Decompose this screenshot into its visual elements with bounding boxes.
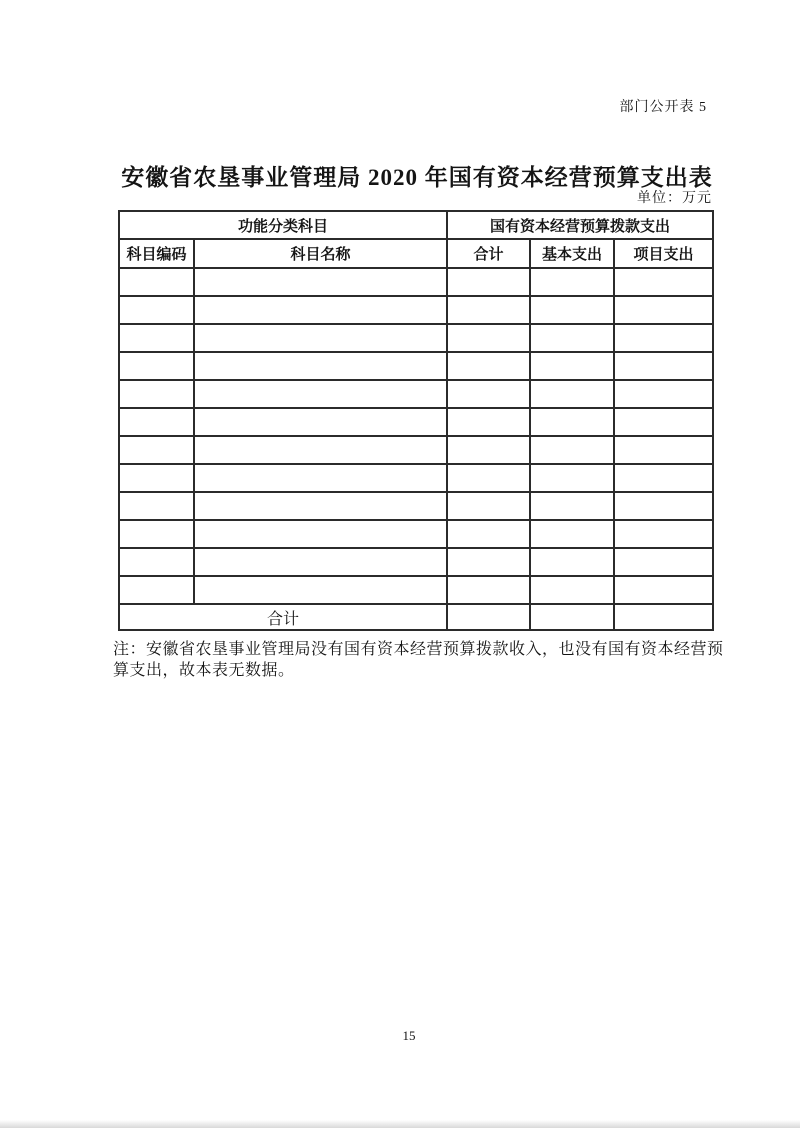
table-cell bbox=[194, 268, 447, 296]
table-cell bbox=[119, 268, 194, 296]
table-cell bbox=[530, 492, 614, 520]
table-row bbox=[119, 492, 713, 520]
table-cell bbox=[614, 268, 713, 296]
table-row bbox=[119, 268, 713, 296]
table-cell bbox=[194, 436, 447, 464]
table-cell bbox=[447, 436, 530, 464]
table-cell bbox=[530, 464, 614, 492]
table-row bbox=[119, 352, 713, 380]
column-header-subject-code: 科目编码 bbox=[119, 239, 194, 268]
table-cell bbox=[447, 576, 530, 604]
table-cell bbox=[530, 324, 614, 352]
footer-project-expenditure-value bbox=[614, 604, 713, 630]
table-cell bbox=[119, 576, 194, 604]
column-header-total: 合计 bbox=[447, 239, 530, 268]
table-cell bbox=[119, 296, 194, 324]
table-cell bbox=[530, 296, 614, 324]
table-cell bbox=[119, 492, 194, 520]
scan-bottom-edge bbox=[0, 1120, 800, 1128]
table-cell bbox=[447, 324, 530, 352]
table-cell bbox=[119, 464, 194, 492]
table-body bbox=[119, 268, 713, 604]
table-row bbox=[119, 520, 713, 548]
table-cell bbox=[194, 520, 447, 548]
table-cell bbox=[194, 576, 447, 604]
table-cell bbox=[194, 548, 447, 576]
footer-basic-expenditure-value bbox=[530, 604, 614, 630]
column-header-project-expenditure: 项目支出 bbox=[614, 239, 713, 268]
table-row bbox=[119, 436, 713, 464]
table-cell bbox=[447, 268, 530, 296]
table-row bbox=[119, 548, 713, 576]
table-cell bbox=[447, 408, 530, 436]
note-text bbox=[113, 639, 731, 681]
table-cell bbox=[614, 576, 713, 604]
table-cell bbox=[119, 380, 194, 408]
table-row bbox=[119, 324, 713, 352]
table-cell bbox=[614, 464, 713, 492]
table-cell bbox=[614, 492, 713, 520]
table-cell bbox=[530, 576, 614, 604]
table-footer bbox=[119, 604, 713, 630]
table-cell bbox=[119, 520, 194, 548]
table-cell bbox=[614, 520, 713, 548]
table-cell bbox=[447, 296, 530, 324]
table-cell bbox=[530, 408, 614, 436]
table-cell bbox=[530, 380, 614, 408]
table-cell bbox=[194, 324, 447, 352]
table-row bbox=[119, 408, 713, 436]
table-cell bbox=[194, 296, 447, 324]
table-cell bbox=[614, 436, 713, 464]
table-cell bbox=[530, 436, 614, 464]
page-number: 15 bbox=[402, 1028, 416, 1043]
table-cell bbox=[194, 352, 447, 380]
table-header bbox=[119, 211, 713, 268]
table-cell bbox=[447, 548, 530, 576]
table-cell bbox=[119, 352, 194, 380]
table-cell bbox=[194, 408, 447, 436]
table-cell bbox=[614, 380, 713, 408]
header-group-state-capital-budget-expenditure: 国有资本经营预算拨款支出 bbox=[447, 211, 713, 239]
table-cell bbox=[614, 324, 713, 352]
table-cell bbox=[194, 492, 447, 520]
column-header-subject-name: 科目名称 bbox=[194, 239, 447, 268]
table-cell bbox=[119, 408, 194, 436]
table-cell bbox=[530, 548, 614, 576]
table-cell bbox=[119, 436, 194, 464]
table-cell bbox=[119, 324, 194, 352]
document-title: 安徽省农垦事业管理局 2020 年国有资本经营预算支出表 bbox=[121, 165, 713, 191]
header-group-functional-classification: 功能分类科目 bbox=[119, 211, 447, 239]
table-footer-row bbox=[119, 604, 713, 630]
table-cell bbox=[447, 464, 530, 492]
table-cell bbox=[530, 352, 614, 380]
unit-label: 单位：万元 bbox=[637, 191, 712, 206]
table-cell bbox=[119, 548, 194, 576]
note-line-2: 算支出，故本表无数据。 bbox=[113, 662, 295, 679]
footer-total-label: 合计 bbox=[119, 604, 447, 630]
table-cell bbox=[530, 268, 614, 296]
table-cell bbox=[194, 464, 447, 492]
table-cell bbox=[447, 380, 530, 408]
table-cell bbox=[194, 380, 447, 408]
note-line-1: 注：安徽省农垦事业管理局没有国有资本经营预算拨款收入，也没有国有资本经营预 bbox=[113, 641, 724, 658]
table-cell bbox=[447, 520, 530, 548]
table-cell bbox=[614, 548, 713, 576]
table-cell bbox=[614, 408, 713, 436]
budget-expenditure-table bbox=[118, 210, 714, 631]
table-cell bbox=[447, 352, 530, 380]
table-cell bbox=[447, 492, 530, 520]
table-row bbox=[119, 296, 713, 324]
table-row bbox=[119, 464, 713, 492]
table-row bbox=[119, 576, 713, 604]
footer-total-value bbox=[447, 604, 530, 630]
header-column-row bbox=[119, 239, 713, 268]
header-group-row bbox=[119, 211, 713, 239]
table-cell bbox=[614, 296, 713, 324]
table-cell bbox=[530, 520, 614, 548]
table-cell bbox=[614, 352, 713, 380]
column-header-basic-expenditure: 基本支出 bbox=[530, 239, 614, 268]
department-public-table-label: 部门公开表 5 bbox=[619, 100, 707, 115]
table-row bbox=[119, 380, 713, 408]
